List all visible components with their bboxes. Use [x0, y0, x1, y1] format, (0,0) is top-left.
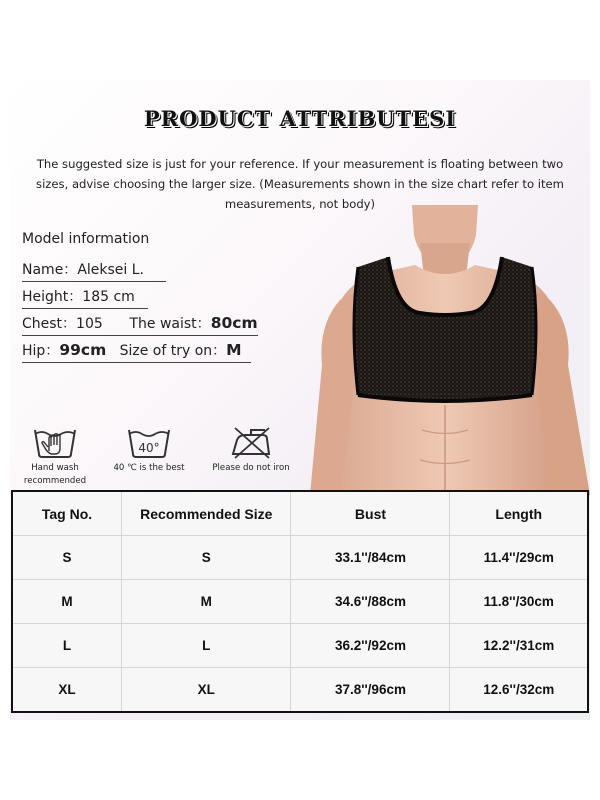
tryon-value: M [226, 341, 242, 359]
cell-tag: M [12, 580, 122, 624]
wash-temp-symbol: 40° [138, 441, 160, 455]
cell-recommended: M [122, 580, 291, 624]
waist-label: The waist： [129, 316, 211, 332]
no-iron-label: Please do not iron [212, 463, 290, 473]
table-row [12, 536, 588, 580]
cell-length: 11.4''/29cm [450, 536, 588, 580]
header-length: Length [450, 491, 588, 536]
hand-wash-icon [29, 424, 81, 460]
cell-bust: 37.8''/96cm [291, 668, 450, 713]
cell-length: 12.6''/32cm [483, 682, 555, 697]
table-header-row [12, 491, 588, 536]
chest-label: Chest： [22, 316, 77, 332]
cell-recommended: L [122, 624, 291, 668]
waist-value: 80cm [210, 314, 258, 332]
model-heading: Model information [22, 231, 150, 247]
model-name-row [22, 259, 166, 282]
cell-tag: XL [12, 668, 122, 713]
height-label: Height： [22, 289, 83, 305]
care-no-iron [196, 424, 306, 473]
cell-bust: 34.6''/88cm [291, 580, 450, 624]
care-wash-40 [94, 424, 204, 473]
page-title: PRODUCT ATTRIBUTESI [143, 106, 457, 131]
name-value: Aleksei L. [77, 262, 144, 278]
model-height-row [22, 286, 148, 309]
header-tag-no: Tag No. [12, 491, 122, 536]
model-hip-row [22, 340, 251, 363]
wash-40-icon [123, 424, 175, 460]
wash-40-label: 40 ℃ is the best [113, 463, 185, 473]
size-chart-table [11, 490, 589, 713]
model-chest-row [22, 313, 258, 336]
hip-value: 99cm [59, 341, 107, 359]
chest-value: 105 [76, 316, 103, 332]
cell-length: 12.2''/31cm [450, 624, 588, 668]
hand-wash-label-2: recommended [23, 476, 87, 486]
cell-bust: 33.1''/84cm [291, 536, 450, 580]
cell-recommended: S [122, 536, 291, 580]
cell-length: 11.8''/30cm [450, 580, 588, 624]
product-photo [300, 205, 590, 495]
table-row [12, 624, 588, 668]
name-label: Name： [22, 262, 78, 278]
hip-label: Hip： [22, 343, 60, 359]
size-note: The suggested size is just for your reference. If your measurement is floating between two sizes, advise choosing the larger size. (Measurements shown in the size chart refer to item measurements, not body) [36, 157, 564, 211]
hand-wash-label-1: Hand wash [31, 463, 79, 473]
header-bust: Bust [291, 491, 450, 536]
height-value: 185 cm [82, 289, 135, 305]
cell-tag: L [12, 624, 122, 668]
table-row [12, 668, 588, 713]
header-recommended-size: Recommended Size [122, 491, 291, 536]
cell-bust: 36.2''/92cm [291, 624, 450, 668]
cell-tag: S [12, 536, 122, 580]
cell-recommended: XL [122, 668, 291, 713]
do-not-iron-icon [225, 424, 277, 460]
tryon-label: Size of try on： [119, 343, 227, 359]
table-row [12, 580, 588, 624]
